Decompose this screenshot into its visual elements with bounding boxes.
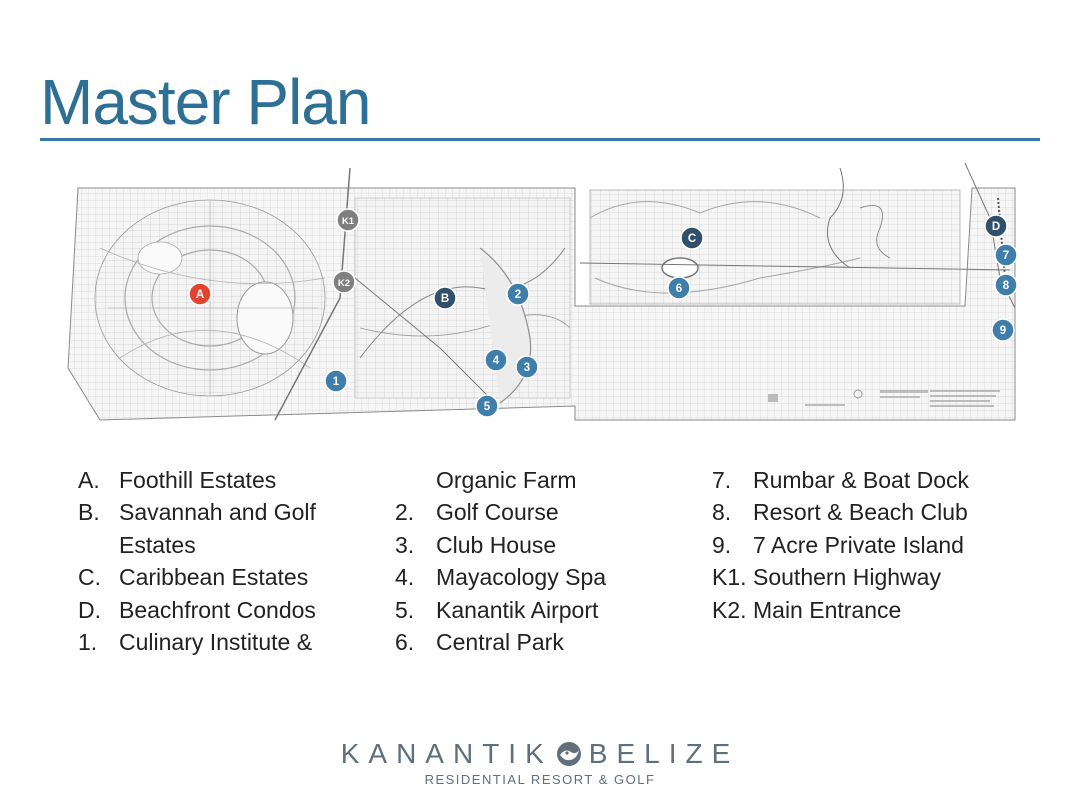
marker-label: 7: [1002, 250, 1010, 262]
legend-label: Resort & Beach Club: [753, 499, 968, 526]
legend-item: [395, 464, 606, 496]
legend-key: 2.: [395, 499, 415, 526]
marker-8: [995, 274, 1017, 296]
marker-label: 3: [523, 362, 531, 374]
legend-column-1: [78, 464, 316, 658]
legend-label: Savannah and Golf: [119, 499, 316, 526]
marker-label: 9: [999, 325, 1007, 337]
legend-key: [78, 529, 119, 561]
savannah-golf-area: [355, 198, 570, 403]
legend-key: 7.: [712, 467, 732, 493]
legend-label: Foothill Estates: [119, 467, 277, 493]
legend-key: C.: [78, 564, 101, 591]
legend-key: 8.: [712, 499, 732, 526]
logo-tagline: RESIDENTIAL RESORT & GOLF: [424, 772, 656, 787]
marker-7: [995, 244, 1017, 266]
marker-a: [189, 283, 211, 305]
legend-key: 6.: [395, 629, 415, 656]
legend-label: Rumbar & Boat Dock: [753, 467, 970, 493]
legend-item: [78, 626, 316, 658]
legend-item: [78, 594, 316, 626]
marker-label: K2: [337, 278, 351, 289]
marker-1: [325, 370, 347, 392]
kanantik-belize-logo: [0, 738, 1080, 787]
marker-b: [434, 287, 456, 309]
marker-label: 6: [675, 283, 683, 295]
legend-label: Kanantik Airport: [436, 596, 599, 623]
legend-item: [395, 594, 606, 626]
legend-label: Mayacology Spa: [436, 564, 607, 591]
legend-key: 5.: [395, 596, 415, 623]
legend-item: [78, 561, 316, 593]
marker-3: [516, 356, 538, 378]
title-divider: [40, 138, 1040, 141]
site-plan-drawing: [60, 158, 1020, 428]
legend-label: Estates: [119, 531, 196, 558]
legend-key: K2.: [712, 596, 747, 623]
legend-item: [712, 561, 969, 593]
legend-item: [712, 464, 969, 496]
legend-item: [78, 464, 316, 496]
logo-emblem-icon: [555, 740, 583, 768]
legend-item: [712, 496, 969, 528]
legend-label: Organic Farm: [436, 467, 577, 493]
legend-label: Southern Highway: [753, 564, 941, 591]
legend-label: Main Entrance: [753, 596, 902, 623]
marker-label: C: [687, 233, 697, 245]
legend-label: 7 Acre Private Island: [753, 531, 964, 558]
marker-9: [992, 319, 1014, 341]
legend-item: [395, 561, 606, 593]
marker-2: [507, 283, 529, 305]
logo-text-left: KANANTIK: [340, 738, 553, 769]
marker-k2: [333, 271, 355, 293]
marker-label: A: [195, 289, 205, 301]
marker-c: [681, 227, 703, 249]
legend-key: K1.: [712, 564, 747, 591]
page-title: Master Plan: [40, 66, 371, 138]
marker-label: 4: [492, 355, 500, 367]
legend-key: A.: [78, 467, 100, 493]
marker-label: 5: [483, 401, 491, 413]
legend-item: [78, 529, 316, 561]
legend-item: [712, 594, 969, 626]
marker-label: 8: [1002, 280, 1010, 292]
legend-label: Culinary Institute &: [119, 629, 313, 656]
marker-label: 1: [332, 376, 340, 388]
master-plan-map: [60, 158, 1020, 428]
legend-item: [395, 626, 606, 658]
logo-text-right: BELIZE: [588, 738, 740, 769]
legend-key: 9.: [712, 531, 732, 558]
marker-label: B: [440, 293, 450, 305]
legend-item: [712, 529, 969, 561]
marker-label: 2: [514, 289, 522, 301]
legend-label: Club House: [436, 531, 557, 558]
marker-4: [485, 349, 507, 371]
legend-column-2: [395, 464, 606, 658]
legend-key: D.: [78, 596, 101, 623]
marker-d: [985, 215, 1007, 237]
legend-label: Caribbean Estates: [119, 564, 309, 591]
legend-item: [78, 496, 316, 528]
legend-column-3: [712, 464, 969, 626]
legend-item: [395, 496, 606, 528]
legend-key: 4.: [395, 564, 415, 591]
marker-label: K1: [341, 216, 355, 227]
legend-key: 1.: [78, 629, 98, 656]
legend-key: 3.: [395, 531, 415, 558]
legend-item: [395, 529, 606, 561]
legend-label: Golf Course: [436, 499, 559, 526]
marker-k1: [337, 209, 359, 231]
legend-label: Central Park: [436, 629, 564, 656]
marker-5: [476, 395, 498, 417]
legend-key: [395, 464, 436, 496]
legend-key: B.: [78, 499, 100, 526]
marker-label: D: [991, 221, 1001, 233]
legend-label: Beachfront Condos: [119, 596, 316, 623]
marker-6: [668, 277, 690, 299]
